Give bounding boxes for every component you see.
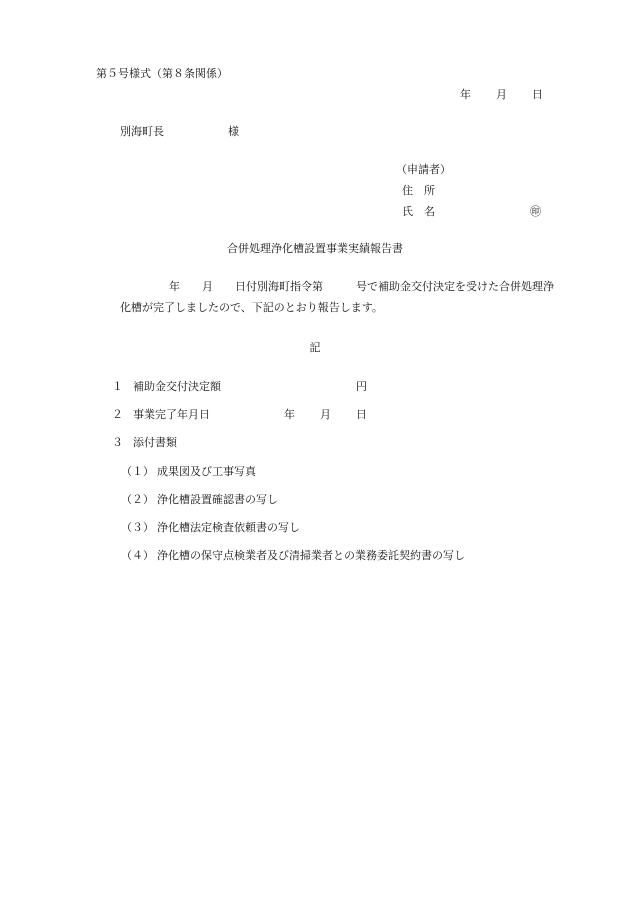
- item-1-label: 補助金交付決定額: [133, 380, 221, 393]
- form-label: 第５号様式（第８条関係）: [96, 67, 228, 80]
- item-3-number: ３: [112, 436, 123, 449]
- attachment-3-number: （３）: [121, 521, 154, 534]
- document-title: 合併処理浄化槽設置事業実績報告書: [227, 242, 403, 255]
- seal-mark: ㊞: [530, 205, 541, 218]
- item-2-label: 事業完了年月日: [133, 408, 210, 421]
- attachment-2-text: 浄化槽設置確認書の写し: [157, 493, 278, 506]
- attachment-4-text: 浄化槽の保守点検業者及び清掃業者との業務委託契約書の写し: [157, 549, 465, 562]
- attachment-2-number: （２）: [121, 493, 154, 506]
- attachment-3-text: 浄化槽法定検査依頼書の写し: [157, 521, 300, 534]
- item-2-number: ２: [112, 408, 123, 421]
- ki-heading: 記: [309, 341, 321, 354]
- body-text-line-1: 年 月 日付別海町指令第 号で補助金交付決定を受けた合併処理浄: [169, 280, 554, 293]
- attachment-1-text: 成果図及び工事写真: [157, 465, 256, 478]
- item-1-number: １: [112, 380, 123, 393]
- date-year-label: 年: [460, 88, 471, 101]
- attachment-1-number: （１）: [121, 465, 154, 478]
- completion-month-label: 月: [320, 408, 331, 421]
- addressee-honorific: 様: [228, 125, 239, 138]
- item-1-unit: 円: [356, 380, 367, 393]
- date-day-label: 日: [532, 88, 543, 101]
- body-text-line-2: 化槽が完了しましたので、下記のとおり報告します。: [120, 301, 383, 314]
- date-month-label: 月: [496, 88, 507, 101]
- item-3-label: 添付書類: [133, 436, 177, 449]
- applicant-heading: （申請者）: [396, 163, 451, 176]
- applicant-name-label: 氏 名: [402, 205, 435, 218]
- applicant-address-label: 住 所: [402, 184, 435, 197]
- addressee-name: 別海町長: [120, 125, 164, 138]
- attachment-4-number: （４）: [121, 549, 154, 562]
- completion-day-label: 日: [356, 408, 367, 421]
- completion-year-label: 年: [284, 408, 295, 421]
